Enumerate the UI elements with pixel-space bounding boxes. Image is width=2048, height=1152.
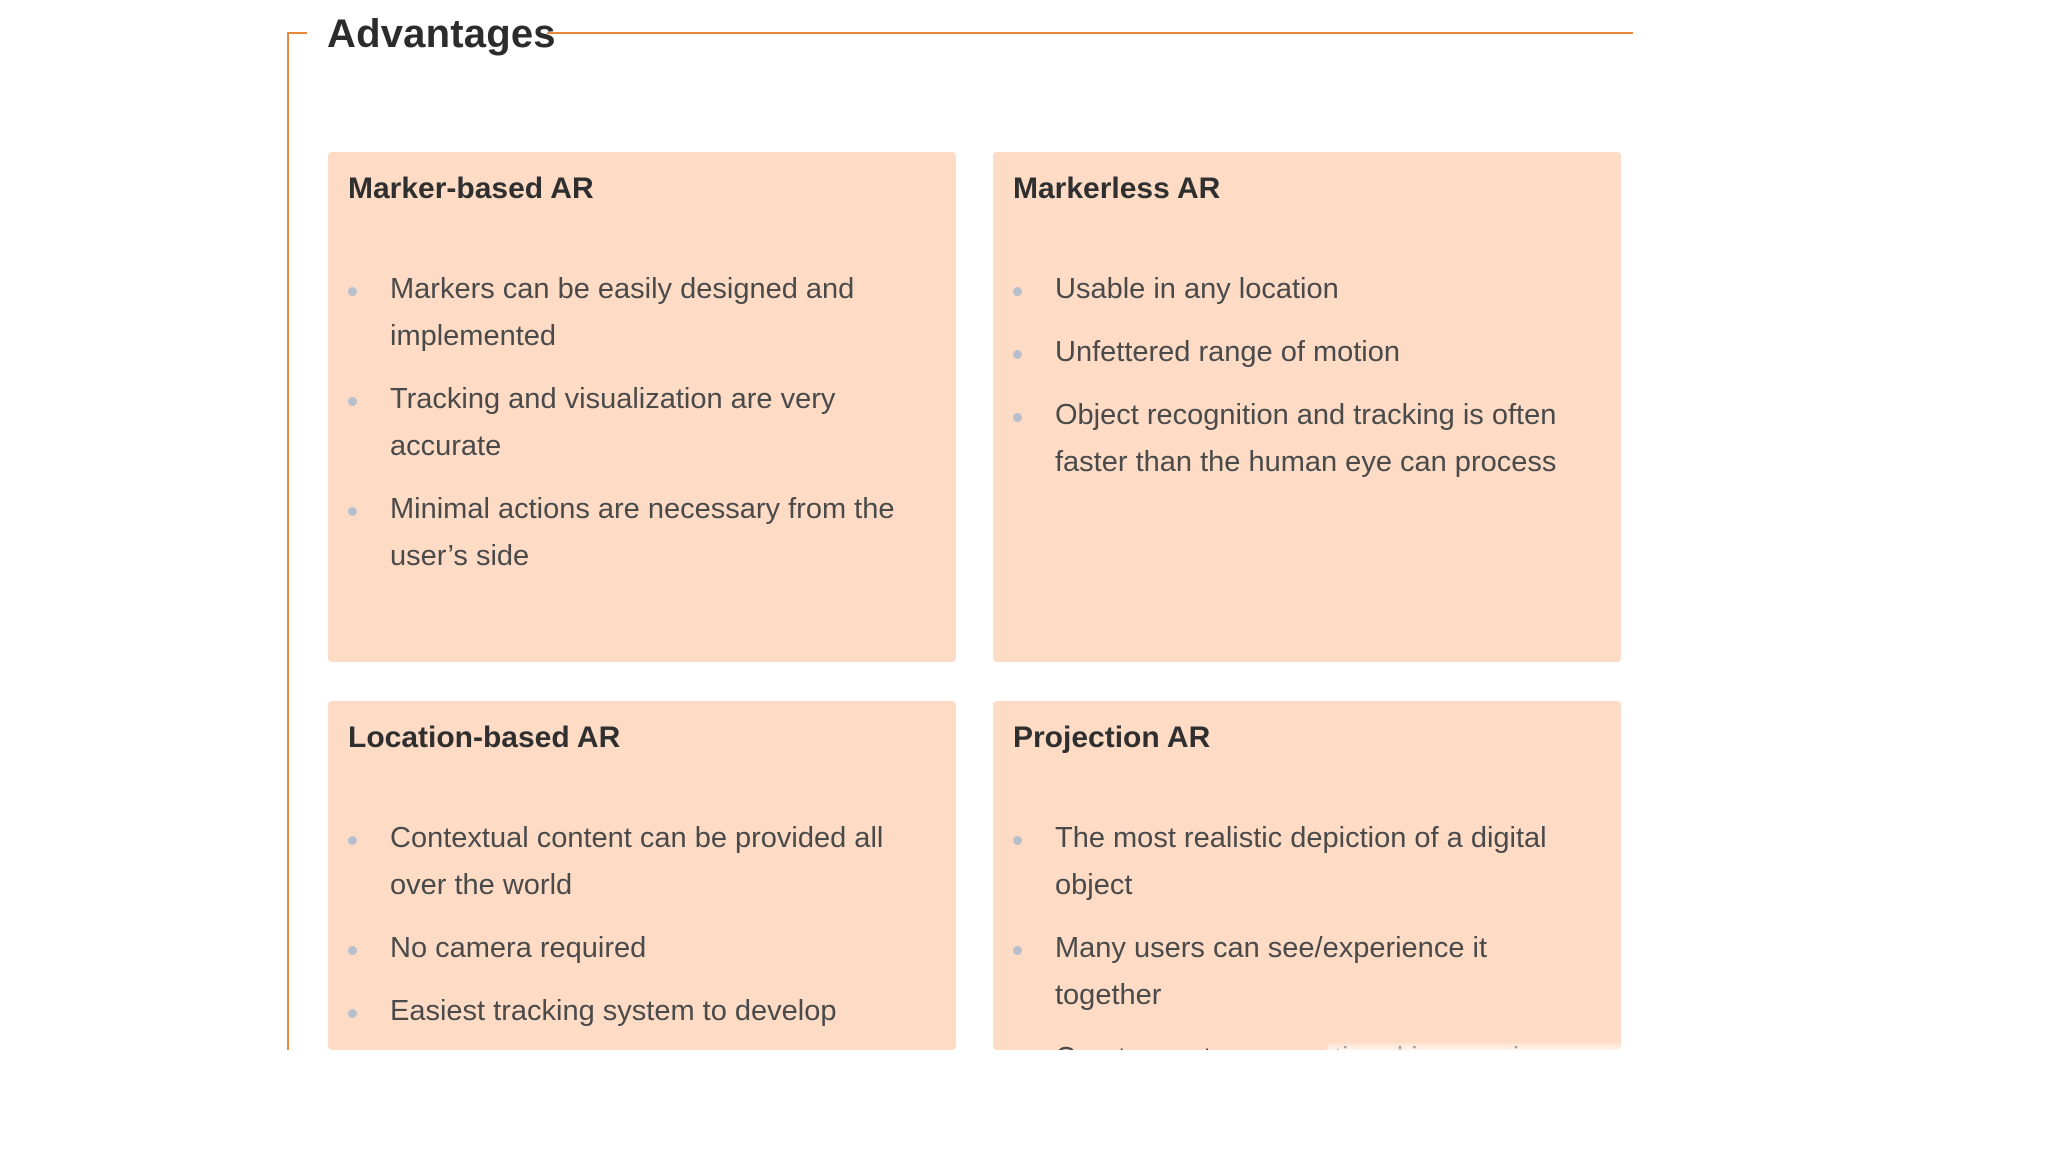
frame-top-left-border bbox=[287, 32, 307, 34]
advantages-list bbox=[348, 815, 936, 1035]
bullet-icon bbox=[348, 946, 357, 955]
list-item-text: Markers can be easily designed and implemented bbox=[390, 273, 855, 352]
frame-top-right-border bbox=[547, 32, 1633, 34]
card-title: Location-based AR bbox=[348, 721, 621, 754]
list-item-text: Object recognition and tracking is often faster than the human eye can process bbox=[1055, 399, 1557, 478]
bullet-icon bbox=[1013, 413, 1022, 422]
bullet-icon bbox=[1013, 946, 1022, 955]
list-item-text: Unfettered range of motion bbox=[1055, 336, 1400, 368]
bullet-icon bbox=[348, 1009, 357, 1018]
list-item-text: Easiest tracking system to develop bbox=[390, 995, 837, 1027]
card-title: Markerless AR bbox=[1013, 172, 1221, 205]
list-item bbox=[1013, 925, 1601, 1019]
frame-left-border bbox=[287, 32, 289, 1050]
bullet-icon bbox=[1013, 350, 1022, 359]
card-title: Marker-based AR bbox=[348, 172, 594, 205]
advantages-list bbox=[348, 266, 936, 580]
bullet-icon bbox=[1013, 836, 1022, 845]
projection-ar-card bbox=[993, 701, 1621, 1050]
list-item-text: Minimal actions are necessary from the user’s side bbox=[390, 493, 895, 572]
card-title: Projection AR bbox=[1013, 721, 1211, 754]
list-item bbox=[348, 988, 936, 1035]
list-item-text: The most realistic depiction of a digital object bbox=[1055, 822, 1547, 901]
list-item bbox=[348, 925, 936, 972]
list-item bbox=[1013, 329, 1601, 376]
list-item bbox=[1013, 266, 1601, 313]
list-item-text: No camera required bbox=[390, 932, 647, 964]
advantages-list bbox=[1013, 266, 1601, 486]
bullet-icon bbox=[1013, 287, 1022, 296]
bullet-icon bbox=[348, 287, 357, 296]
markerless-ar-card bbox=[993, 152, 1621, 662]
marker-based-ar-card bbox=[328, 152, 956, 662]
bottom-whitespace bbox=[0, 1050, 2048, 1152]
list-item bbox=[348, 486, 936, 580]
list-item bbox=[348, 376, 936, 470]
bullet-icon bbox=[348, 397, 357, 406]
list-item-text: Tracking and visualization are very accurate bbox=[390, 383, 836, 462]
list-item bbox=[1013, 815, 1601, 909]
list-item bbox=[348, 266, 936, 360]
list-item-text: Contextual content can be provided all over the world bbox=[390, 822, 884, 901]
bullet-icon bbox=[348, 507, 357, 516]
list-item-text: Usable in any location bbox=[1055, 273, 1339, 305]
location-based-ar-card bbox=[328, 701, 956, 1050]
section-title: Advantages bbox=[327, 12, 556, 56]
list-item-text: Many users can see/experience it together bbox=[1055, 932, 1487, 1011]
bullet-icon bbox=[348, 836, 357, 845]
list-item bbox=[348, 815, 936, 909]
list-item bbox=[1013, 392, 1601, 486]
